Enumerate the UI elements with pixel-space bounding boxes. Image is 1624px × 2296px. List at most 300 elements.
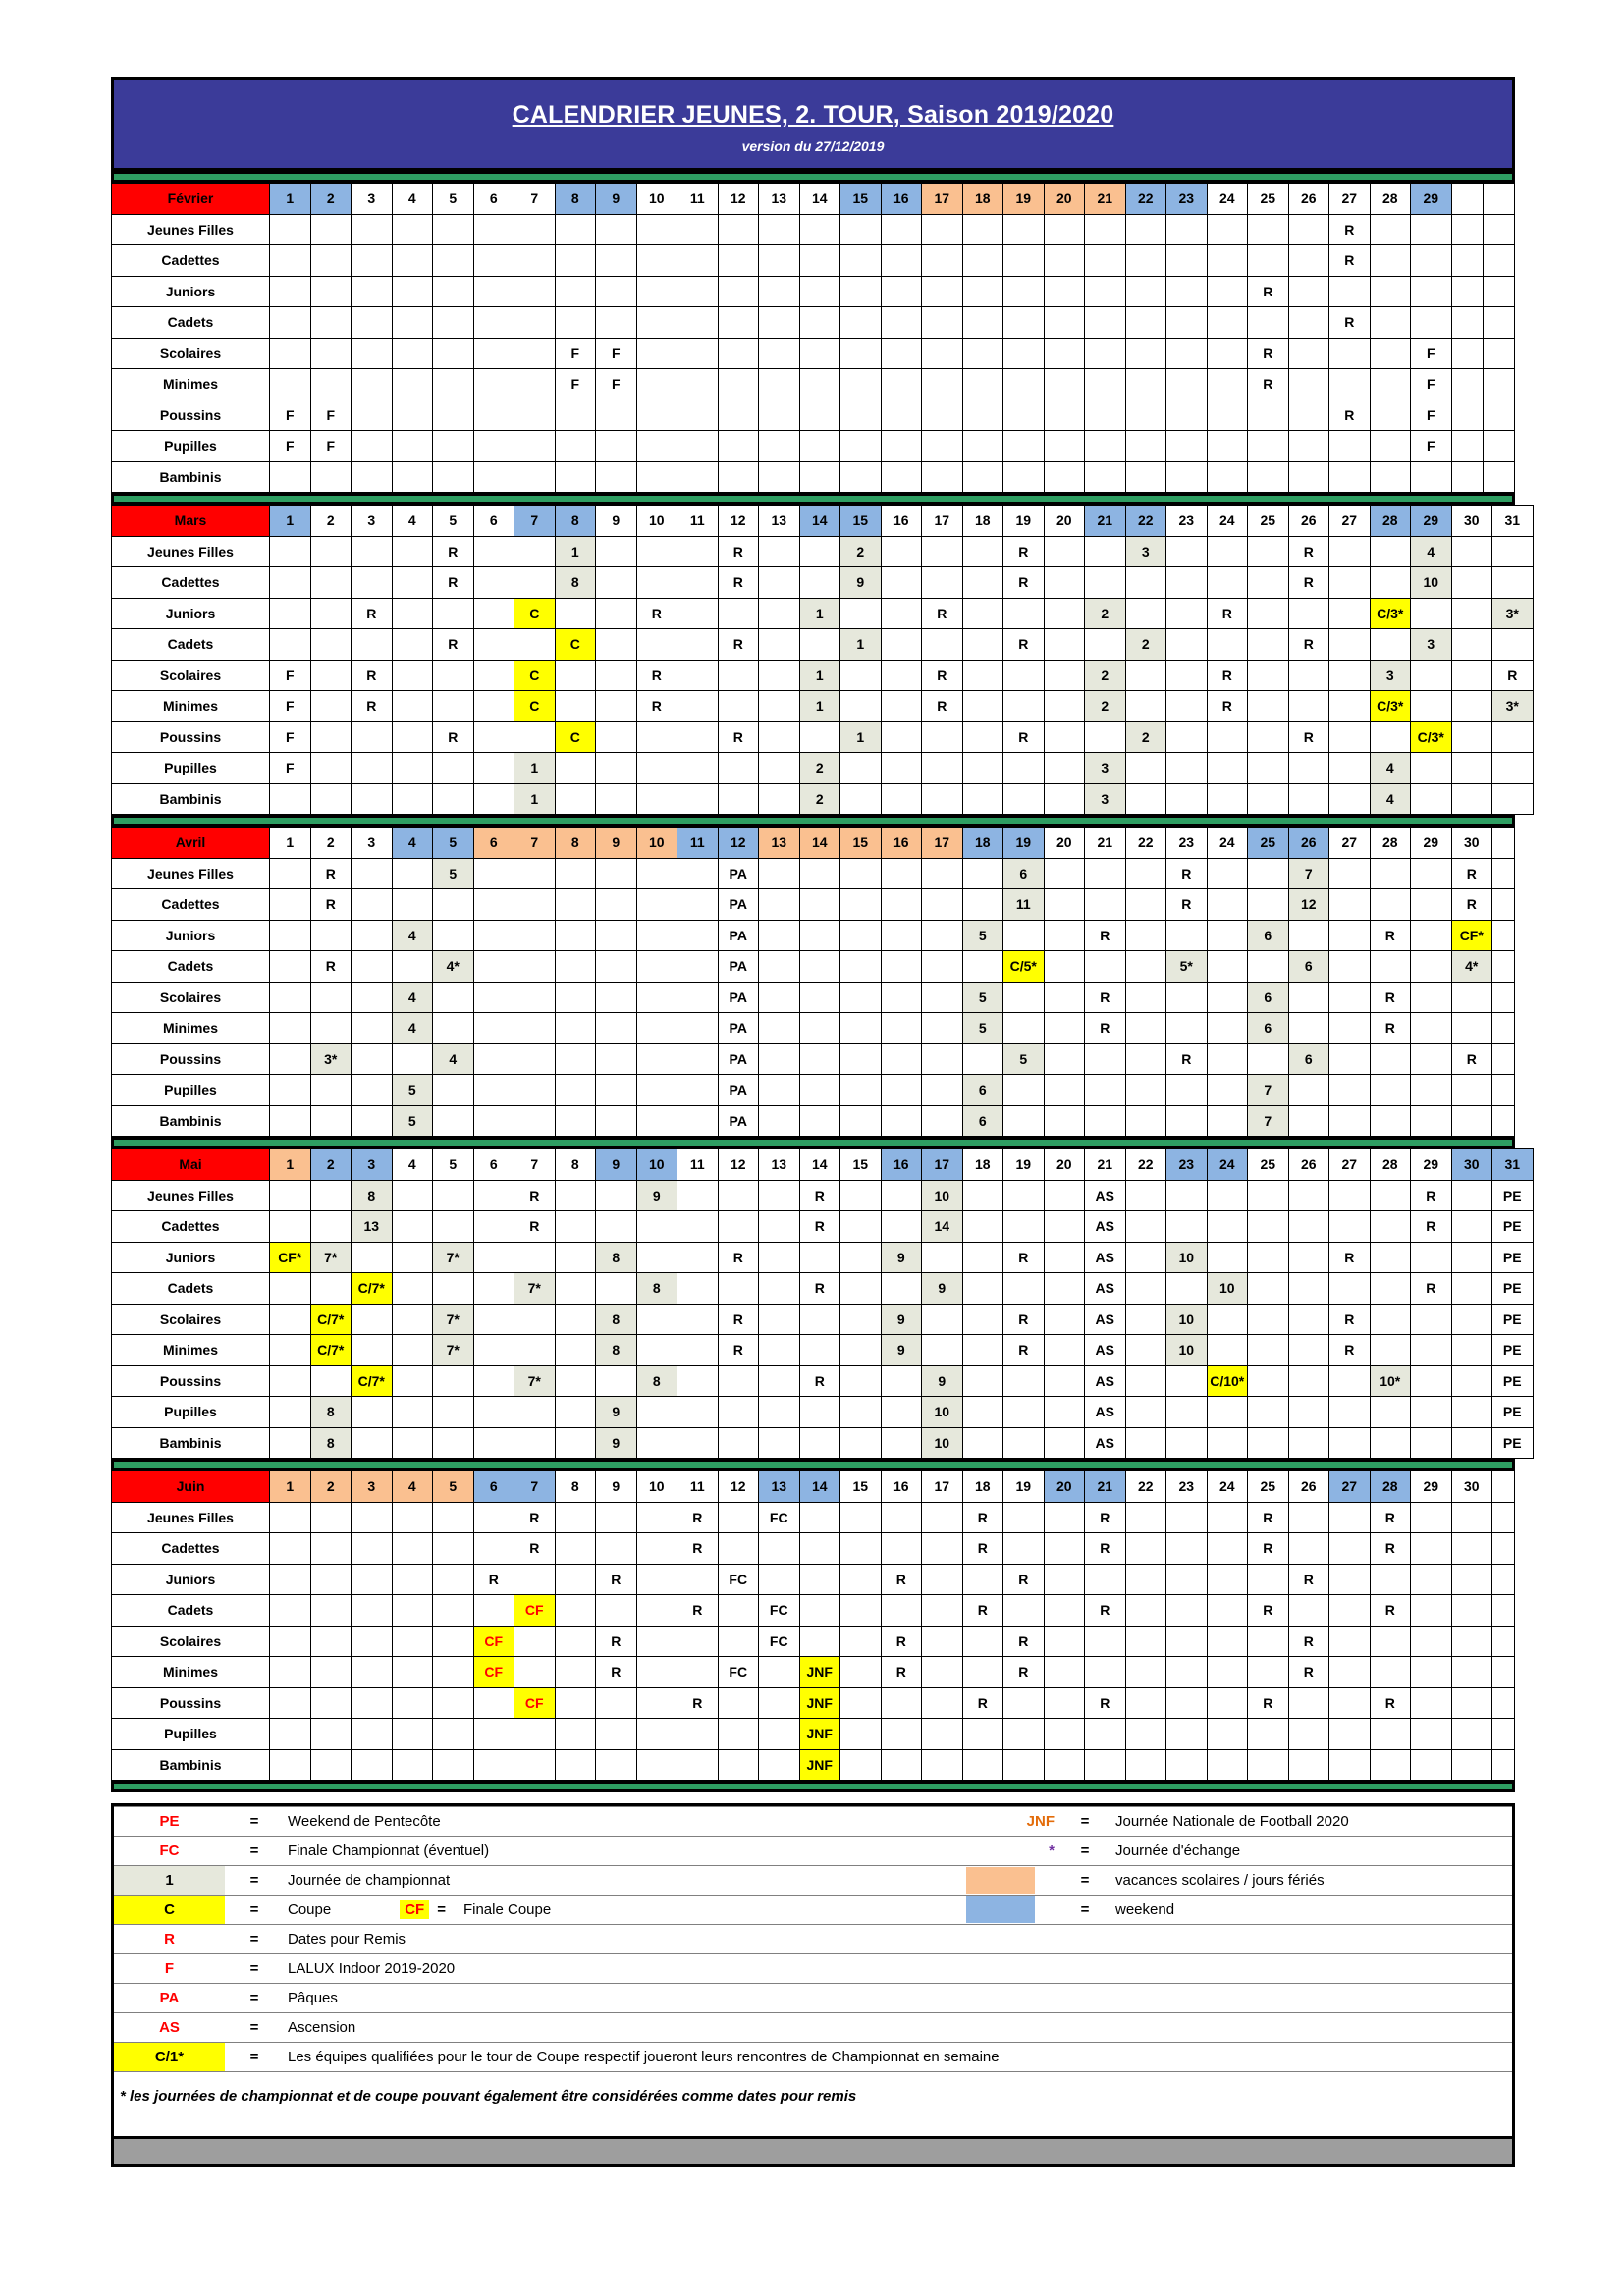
spacer-cell (1492, 1533, 1515, 1565)
calendar-cell (1166, 1687, 1208, 1719)
calendar-cell (1370, 721, 1411, 753)
table-row (112, 1211, 1534, 1243)
day-header-29: 29 (1411, 1149, 1452, 1181)
calendar-cell (1166, 1749, 1208, 1781)
calendar-cell (677, 1365, 719, 1397)
day-header-18: 18 (962, 1471, 1003, 1503)
calendar-cell (596, 598, 637, 629)
calendar-cell (392, 1242, 433, 1273)
calendar-cell (392, 307, 433, 339)
calendar-cell (881, 920, 922, 951)
calendar-cell (1411, 982, 1452, 1013)
calendar-cell (1207, 1075, 1248, 1106)
calendar-cell (1288, 1749, 1329, 1781)
calendar-cell (596, 1719, 637, 1750)
table-row (112, 1719, 1515, 1750)
calendar-cell (1044, 858, 1085, 889)
calendar-cell (1248, 536, 1289, 567)
category-label: Cadettes (112, 567, 270, 599)
calendar-cell (677, 567, 719, 599)
calendar-cell (1288, 982, 1329, 1013)
category-label: Juniors (112, 276, 270, 307)
calendar-cell: 9 (636, 1180, 677, 1211)
calendar-cell (310, 753, 352, 784)
calendar-cell (1003, 214, 1045, 245)
calendar-cell (840, 245, 882, 277)
day-header-20: 20 (1044, 506, 1085, 537)
day-header-4: 4 (392, 828, 433, 859)
calendar-cell: 9 (881, 1304, 922, 1335)
calendar-cell (270, 1595, 311, 1627)
calendar-cell (1248, 400, 1289, 431)
calendar-cell (1125, 1564, 1166, 1595)
legend-text: LALUX Indoor 2019-2020 (284, 1954, 943, 1984)
calendar-cell (922, 783, 963, 815)
calendar-cell (555, 1180, 596, 1211)
calendar-cell (759, 721, 800, 753)
calendar-cell (1044, 369, 1085, 400)
calendar-cell: CF* (1451, 920, 1492, 951)
day-header-24: 24 (1207, 1149, 1248, 1181)
spacer-cell (1483, 245, 1514, 277)
calendar-cell (1451, 1719, 1492, 1750)
calendar-cell (514, 951, 556, 983)
calendar-cell (392, 1719, 433, 1750)
calendar-cell (636, 783, 677, 815)
calendar-cell: R (718, 629, 759, 661)
calendar-cell (1125, 691, 1166, 722)
calendar-cell: R (1207, 598, 1248, 629)
spacer-cell (1492, 1471, 1515, 1503)
calendar-cell: AS (1085, 1335, 1126, 1366)
calendar-cell (962, 400, 1003, 431)
calendar-cell: R (881, 1626, 922, 1657)
calendar-cell (881, 1533, 922, 1565)
calendar-cell (555, 598, 596, 629)
calendar-cell (555, 1365, 596, 1397)
table-row (112, 400, 1515, 431)
calendar-cell: C/3* (1370, 691, 1411, 722)
calendar-cell (1125, 1043, 1166, 1075)
calendar-cell (1166, 982, 1208, 1013)
calendar-cell (922, 951, 963, 983)
calendar-cell (759, 920, 800, 951)
calendar-cell (799, 1533, 840, 1565)
calendar-cell (636, 1687, 677, 1719)
calendar-cell (759, 536, 800, 567)
legend-text: Weekend de Pentecôte (284, 1807, 943, 1837)
calendar-cell (1370, 1043, 1411, 1075)
calendar-cell: 3* (1492, 598, 1534, 629)
calendar-cell (473, 1043, 514, 1075)
calendar-cell (596, 461, 637, 493)
calendar-cell (962, 369, 1003, 400)
calendar-cell (1492, 629, 1534, 661)
calendar-cell (881, 982, 922, 1013)
calendar-cell (352, 400, 393, 431)
calendar-cell (1288, 1273, 1329, 1305)
calendar-cell (433, 1075, 474, 1106)
legend-text (284, 1896, 943, 1925)
day-header-1: 1 (270, 184, 311, 215)
calendar-cell: R (636, 660, 677, 691)
calendar-cell (677, 1105, 719, 1137)
day-header-1: 1 (270, 828, 311, 859)
day-header-6: 6 (473, 828, 514, 859)
calendar-cell (1451, 1365, 1492, 1397)
calendar-cell (270, 1180, 311, 1211)
calendar-cell (555, 431, 596, 462)
calendar-cell (1125, 369, 1166, 400)
calendar-cell (1329, 431, 1371, 462)
calendar-cell (596, 1365, 637, 1397)
calendar-cell: 8 (555, 567, 596, 599)
calendar-cell (1044, 1533, 1085, 1565)
day-header-1: 1 (270, 1471, 311, 1503)
legend-equals: = (225, 1896, 284, 1925)
calendar-cell (596, 721, 637, 753)
calendar-cell (596, 753, 637, 784)
calendar-cell (514, 1657, 556, 1688)
calendar-cell (759, 400, 800, 431)
calendar-cell (433, 245, 474, 277)
calendar-cell: R (1003, 1335, 1045, 1366)
day-header-23: 23 (1166, 1149, 1208, 1181)
calendar-cell (310, 536, 352, 567)
day-header-3: 3 (352, 1471, 393, 1503)
calendar-cell (1248, 1719, 1289, 1750)
day-header-11: 11 (677, 1149, 719, 1181)
calendar-cell (1288, 369, 1329, 400)
calendar-cell (677, 721, 719, 753)
calendar-cell (310, 214, 352, 245)
calendar-cell (514, 1719, 556, 1750)
calendar-cell (718, 276, 759, 307)
calendar-cell: 5 (433, 858, 474, 889)
calendar-cell (1411, 1075, 1452, 1106)
day-header-9: 9 (596, 506, 637, 537)
calendar-cell (759, 1105, 800, 1137)
day-header-13: 13 (759, 828, 800, 859)
calendar-cell: PA (718, 1075, 759, 1106)
calendar-cell (840, 889, 882, 921)
day-header-16: 16 (881, 506, 922, 537)
table-row (112, 1365, 1534, 1397)
day-header-14: 14 (799, 1149, 840, 1181)
calendar-cell (1411, 1013, 1452, 1044)
day-header-2: 2 (310, 184, 352, 215)
calendar-cell (1044, 1335, 1085, 1366)
spacer-cell (1483, 184, 1514, 215)
calendar-cell (677, 1564, 719, 1595)
calendar-cell (1411, 1626, 1452, 1657)
calendar-cell (718, 1427, 759, 1459)
calendar-cell (1411, 245, 1452, 277)
calendar-cell (1329, 598, 1371, 629)
calendar-cell: 1 (514, 783, 556, 815)
calendar-cell (1288, 598, 1329, 629)
calendar-cell (473, 276, 514, 307)
calendar-cell (1125, 1626, 1166, 1657)
calendar-cell (677, 1075, 719, 1106)
months-container (111, 171, 1522, 1792)
calendar-cell (473, 858, 514, 889)
calendar-cell (1288, 1397, 1329, 1428)
calendar-cell: 7* (514, 1273, 556, 1305)
calendar-cell (1003, 598, 1045, 629)
calendar-cell (1125, 951, 1166, 983)
calendar-cell: 3 (1085, 753, 1126, 784)
calendar-cell (352, 951, 393, 983)
calendar-cell (1451, 1335, 1492, 1366)
calendar-cell: R (596, 1657, 637, 1688)
calendar-cell (555, 1657, 596, 1688)
calendar-cell (1248, 1304, 1289, 1335)
calendar-cell (677, 461, 719, 493)
spacer-cell (1483, 276, 1514, 307)
calendar-cell: R (1329, 400, 1371, 431)
calendar-cell (1166, 245, 1208, 277)
calendar-cell (555, 1749, 596, 1781)
calendar-cell (881, 214, 922, 245)
calendar-cell (596, 951, 637, 983)
calendar-cell (352, 431, 393, 462)
calendar-cell (310, 1595, 352, 1627)
day-header-25: 25 (1248, 1149, 1289, 1181)
calendar-cell (840, 1273, 882, 1305)
calendar-cell (840, 1719, 882, 1750)
calendar-cell: R (1451, 1043, 1492, 1075)
calendar-cell (962, 1335, 1003, 1366)
calendar-cell (1451, 1397, 1492, 1428)
calendar-cell (392, 461, 433, 493)
calendar-cell (433, 1687, 474, 1719)
calendar-cell: PE (1492, 1304, 1534, 1335)
day-header-23: 23 (1166, 184, 1208, 215)
calendar-cell (677, 536, 719, 567)
category-label: Cadettes (112, 889, 270, 921)
calendar-cell: R (1248, 1533, 1289, 1565)
calendar-cell (596, 1687, 637, 1719)
calendar-cell (1411, 920, 1452, 951)
day-header-5: 5 (433, 506, 474, 537)
calendar-cell (270, 214, 311, 245)
calendar-cell (555, 783, 596, 815)
calendar-cell (392, 536, 433, 567)
calendar-cell (636, 338, 677, 369)
calendar-cell (1044, 1749, 1085, 1781)
day-header-25: 25 (1248, 1471, 1289, 1503)
spacer-cell (1483, 431, 1514, 462)
footer-bar (111, 2139, 1515, 2167)
calendar-cell (352, 245, 393, 277)
calendar-cell (1207, 245, 1248, 277)
calendar-cell (840, 858, 882, 889)
spacer-cell (1492, 828, 1515, 859)
month-table-mars (111, 505, 1534, 815)
day-header-28: 28 (1370, 184, 1411, 215)
calendar-cell (636, 1564, 677, 1595)
day-header-26: 26 (1288, 828, 1329, 859)
calendar-cell (1085, 858, 1126, 889)
calendar-cell: R (922, 691, 963, 722)
calendar-cell (1207, 889, 1248, 921)
calendar-cell: CF (514, 1595, 556, 1627)
calendar-cell (270, 461, 311, 493)
calendar-cell (1370, 858, 1411, 889)
calendar-cell (1248, 1397, 1289, 1428)
day-header-6: 6 (473, 1471, 514, 1503)
calendar-cell (596, 1533, 637, 1565)
calendar-cell: AS (1085, 1242, 1126, 1273)
calendar-cell (555, 951, 596, 983)
calendar-cell (555, 276, 596, 307)
calendar-cell (1125, 982, 1166, 1013)
legend-equals: = (225, 1925, 284, 1954)
calendar-cell (392, 598, 433, 629)
calendar-cell (677, 598, 719, 629)
legend-text: Finale Championnat (éventuel) (284, 1837, 943, 1866)
calendar-cell (759, 1335, 800, 1366)
calendar-cell (677, 629, 719, 661)
calendar-cell (514, 889, 556, 921)
calendar-cell (473, 1749, 514, 1781)
calendar-cell: R (718, 1242, 759, 1273)
calendar-cell: 9 (596, 1397, 637, 1428)
calendar-cell (433, 982, 474, 1013)
calendar-cell (1044, 1365, 1085, 1397)
calendar-cell: R (1248, 369, 1289, 400)
calendar-cell (310, 1533, 352, 1565)
day-header-15: 15 (840, 1149, 882, 1181)
calendar-cell: 5 (962, 1013, 1003, 1044)
calendar-cell (473, 1533, 514, 1565)
calendar-cell: 4 (1411, 536, 1452, 567)
calendar-cell (1125, 1105, 1166, 1137)
calendar-cell: 8 (636, 1273, 677, 1305)
calendar-cell (1288, 1013, 1329, 1044)
calendar-cell (636, 920, 677, 951)
calendar-cell: 10 (1411, 567, 1452, 599)
calendar-cell (677, 214, 719, 245)
day-header-1: 1 (270, 506, 311, 537)
month-separator (111, 493, 1515, 505)
calendar-cell (1370, 338, 1411, 369)
calendar-cell (881, 1595, 922, 1627)
calendar-cell (636, 1304, 677, 1335)
calendar-cell (962, 276, 1003, 307)
calendar-cell: 10 (1166, 1242, 1208, 1273)
calendar-cell (922, 431, 963, 462)
calendar-cell: C (555, 629, 596, 661)
table-row (112, 889, 1515, 921)
day-header-20: 20 (1044, 1471, 1085, 1503)
calendar-cell: R (718, 721, 759, 753)
table-row (112, 431, 1515, 462)
calendar-cell (1085, 951, 1126, 983)
calendar-cell (596, 1595, 637, 1627)
calendar-cell (1370, 1211, 1411, 1243)
calendar-cell (1207, 1335, 1248, 1366)
calendar-cell: 14 (922, 1211, 963, 1243)
calendar-cell (840, 1533, 882, 1565)
calendar-cell: PA (718, 1013, 759, 1044)
calendar-cell (1370, 276, 1411, 307)
calendar-cell (881, 1397, 922, 1428)
calendar-cell: 7 (1248, 1105, 1289, 1137)
calendar-cell: 2 (1125, 629, 1166, 661)
legend-equals-right: = (1058, 1807, 1111, 1837)
calendar-cell (799, 245, 840, 277)
calendar-cell (1370, 1180, 1411, 1211)
calendar-cell (1166, 369, 1208, 400)
day-header-28: 28 (1370, 1149, 1411, 1181)
calendar-cell (759, 1013, 800, 1044)
calendar-cell: PE (1492, 1335, 1534, 1366)
calendar-cell (1125, 1335, 1166, 1366)
calendar-cell (473, 338, 514, 369)
legend-text-right: vacances scolaires / jours fériés (1111, 1866, 1512, 1896)
calendar-cell (840, 1075, 882, 1106)
calendar-cell (1207, 431, 1248, 462)
calendar-cell (392, 1502, 433, 1533)
calendar-cell (392, 1304, 433, 1335)
day-header-24: 24 (1207, 828, 1248, 859)
calendar-cell (799, 536, 840, 567)
calendar-cell (840, 307, 882, 339)
calendar-cell (962, 783, 1003, 815)
calendar-cell: PE (1492, 1365, 1534, 1397)
calendar-cell (1329, 1427, 1371, 1459)
table-row (112, 1335, 1534, 1366)
calendar-cell (1248, 1749, 1289, 1781)
calendar-cell (1003, 307, 1045, 339)
table-row (112, 1043, 1515, 1075)
calendar-cell (922, 369, 963, 400)
calendar-cell (473, 1595, 514, 1627)
day-header-22: 22 (1125, 1471, 1166, 1503)
calendar-cell: PA (718, 1105, 759, 1137)
calendar-cell (352, 629, 393, 661)
calendar-cell (718, 245, 759, 277)
day-header-30: 30 (1451, 1471, 1492, 1503)
calendar-cell (759, 276, 800, 307)
calendar-cell (962, 1304, 1003, 1335)
calendar-cell: 3 (1125, 536, 1166, 567)
calendar-cell (270, 307, 311, 339)
day-header-4: 4 (392, 184, 433, 215)
calendar-cell (352, 753, 393, 784)
spacer-cell (1492, 1075, 1515, 1106)
calendar-cell (636, 431, 677, 462)
calendar-cell: 2 (1085, 660, 1126, 691)
calendar-cell (1044, 1013, 1085, 1044)
calendar-cell (1207, 1749, 1248, 1781)
calendar-cell (1003, 400, 1045, 431)
calendar-cell: 7* (433, 1304, 474, 1335)
calendar-cell: F (555, 338, 596, 369)
calendar-cell: PE (1492, 1273, 1534, 1305)
calendar-cell: R (799, 1180, 840, 1211)
calendar-cell (433, 598, 474, 629)
calendar-cell (799, 567, 840, 599)
category-label: Poussins (112, 400, 270, 431)
calendar-cell: 4 (433, 1043, 474, 1075)
calendar-cell: 3 (1370, 660, 1411, 691)
category-label: Cadets (112, 307, 270, 339)
calendar-cell (596, 214, 637, 245)
calendar-cell (1207, 400, 1248, 431)
